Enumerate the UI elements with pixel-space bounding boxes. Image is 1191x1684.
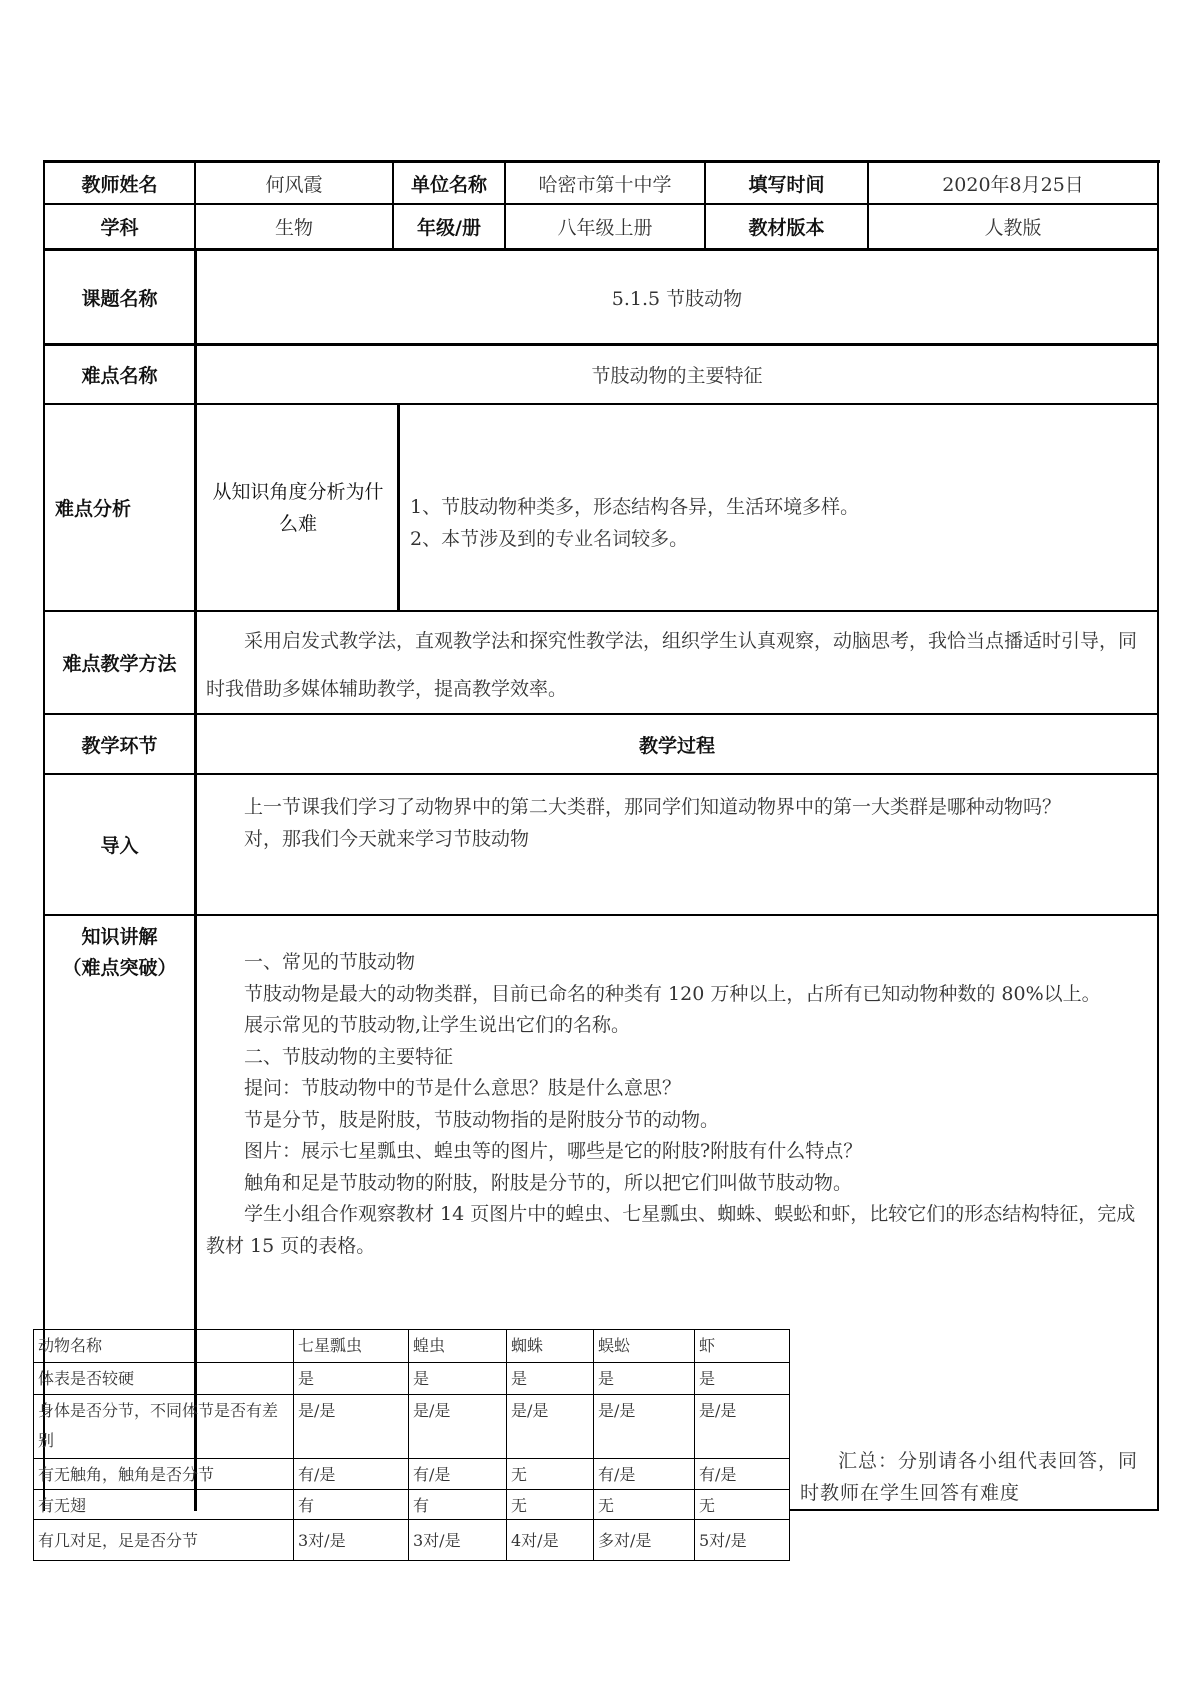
table-border-right — [1157, 160, 1159, 1511]
table-cell: 有/是 — [298, 1465, 336, 1484]
intro-paragraph: 对，那我们今天就来学习节肢动物 — [244, 827, 530, 850]
method-label: 难点教学方法 — [62, 653, 177, 675]
knowledge-paragraph: 二、节肢动物的主要特征 — [244, 1045, 454, 1068]
intro-paragraph: 上一节课我们学习了动物界中的第二大类群，那同学们知道动物界中的第一大类群是哪种动物吗？ — [244, 796, 1062, 818]
table-cell: 是 — [511, 1369, 528, 1388]
table-cell: 3对/是 — [413, 1531, 461, 1550]
table-cell: 有/是 — [413, 1465, 451, 1484]
method-paragraph: 采用启发式教学法，直观教学法和探究性教学法，组织学生认真观察，动脑思考，我恰当点播适时引导，同时我借助多媒体辅助教学，提高教学效率。 — [206, 630, 1138, 700]
intro-label: 导入 — [100, 835, 139, 857]
divider — [397, 403, 400, 612]
table-cell: 是/是 — [699, 1401, 737, 1420]
teacher-name-value: 何风霞 — [265, 173, 323, 196]
table-cell: 无 — [511, 1496, 528, 1515]
method-text — [206, 617, 1148, 713]
process-step-label: 教学环节 — [81, 734, 158, 757]
table-cell: 是/是 — [413, 1401, 451, 1420]
comparison-table — [33, 1329, 790, 1561]
table-cell: 5对/是 — [699, 1531, 747, 1550]
knowledge-text — [206, 947, 1148, 1262]
knowledge-paragraph: 学生小组合作观察教材 14 页图片中的蝗虫、七星瓢虫、蜘蛛、蜈蚣和虾，比较它们的形态结构特征，完成教材 15 页的表格。 — [206, 1203, 1136, 1257]
edition-label: 教材版本 — [748, 217, 825, 239]
topic-value: 5.1.5 节肢动物 — [611, 287, 743, 310]
table-cell: 无 — [598, 1496, 615, 1515]
table-cell: 身体是否分节，不同体节是否有差别 — [38, 1401, 279, 1450]
difficulty-label: 难点名称 — [81, 365, 158, 387]
knowledge-label-line2: （难点突破） — [62, 957, 177, 979]
table-cell: 有无触角，触角是否分节 — [38, 1465, 215, 1484]
table-cell: 是 — [298, 1369, 315, 1388]
col-header: 蝗虫 — [413, 1336, 446, 1355]
col-header: 虾 — [699, 1336, 716, 1355]
knowledge-summary — [800, 1446, 1148, 1509]
table-cell: 有无翅 — [38, 1496, 87, 1515]
analysis-point: 1、节肢动物种类多，形态结构各异，生活环境多样。 — [410, 496, 860, 518]
analysis-point: 2、本节涉及到的专业名词较多。 — [410, 527, 689, 550]
knowledge-label-line1: 知识讲解 — [81, 926, 158, 948]
teacher-name-label: 教师姓名 — [81, 173, 158, 196]
table-cell: 有/是 — [699, 1465, 737, 1484]
unit-value: 哈密市第十中学 — [538, 173, 672, 196]
analysis-sublabel: 从知识角度分析为什么难 — [212, 480, 384, 535]
table-cell: 多对/是 — [598, 1531, 652, 1550]
divider — [43, 773, 1159, 775]
analysis-label: 难点分析 — [55, 498, 132, 520]
col-header: 动物名称 — [38, 1336, 103, 1355]
table-cell: 是/是 — [511, 1401, 549, 1420]
divider — [789, 1329, 790, 1561]
table-cell: 4对/是 — [511, 1531, 559, 1550]
knowledge-paragraph: 一、常见的节肢动物 — [244, 951, 416, 973]
summary-paragraph: 汇总：分别请各小组代表回答，同时教师在学生回答有难度 — [800, 1450, 1139, 1504]
topic-label: 课题名称 — [81, 287, 158, 310]
divider — [789, 1509, 1159, 1511]
difficulty-value: 节肢动物的主要特征 — [591, 365, 763, 387]
date-value: 2020年8月25日 — [942, 173, 1084, 196]
table-cell: 是 — [413, 1369, 430, 1388]
divider — [43, 914, 1159, 916]
table-cell: 有 — [298, 1496, 315, 1515]
table-cell: 是 — [699, 1369, 716, 1388]
table-cell: 有几对足，足是否分节 — [38, 1531, 199, 1550]
grade-value: 八年级上册 — [557, 217, 653, 239]
table-cell: 是/是 — [598, 1401, 636, 1420]
grade-label: 年级/册 — [417, 217, 481, 239]
knowledge-paragraph: 提问：节肢动物中的节是什么意思？肢是什么意思？ — [244, 1077, 682, 1099]
divider — [194, 248, 197, 1511]
col-header: 蜘蛛 — [511, 1336, 544, 1355]
intro-text — [206, 792, 1148, 855]
subject-value: 生物 — [274, 217, 313, 239]
table-cell: 有 — [413, 1496, 430, 1515]
knowledge-paragraph: 节肢动物是最大的动物类群，目前已命名的种类有 120 万种以上，占所有已知动物种数的 80%以上。 — [244, 982, 1101, 1005]
process-label: 教学过程 — [638, 734, 715, 757]
table-cell: 无 — [511, 1465, 528, 1484]
col-header: 七星瓢虫 — [298, 1336, 363, 1355]
knowledge-paragraph: 节是分节，肢是附肢，节肢动物指的是附肢分节的动物。 — [244, 1108, 720, 1131]
knowledge-label — [45, 922, 194, 984]
knowledge-paragraph: 展示常见的节肢动物,让学生说出它们的名称。 — [244, 1014, 631, 1036]
subject-label: 学科 — [100, 217, 139, 239]
table-cell: 3对/是 — [298, 1531, 346, 1550]
col-header: 蜈蚣 — [598, 1336, 631, 1355]
divider — [33, 1560, 790, 1561]
edition-value: 人教版 — [984, 217, 1042, 239]
date-label: 填写时间 — [748, 173, 825, 196]
unit-label: 单位名称 — [410, 173, 487, 196]
table-cell: 体表是否较硬 — [38, 1369, 135, 1388]
table-cell: 是 — [598, 1369, 615, 1388]
divider — [43, 610, 1159, 612]
knowledge-paragraph: 图片：展示七星瓢虫、蝗虫等的图片，哪些是它的附肢?附肢有什么特点？ — [244, 1140, 863, 1162]
analysis-points — [410, 492, 1150, 555]
table-cell: 无 — [699, 1496, 716, 1515]
table-cell: 是/是 — [298, 1401, 336, 1420]
table-cell: 有/是 — [598, 1465, 636, 1484]
knowledge-paragraph: 触角和足是节肢动物的附肢，附肢是分节的，所以把它们叫做节肢动物。 — [244, 1171, 853, 1194]
